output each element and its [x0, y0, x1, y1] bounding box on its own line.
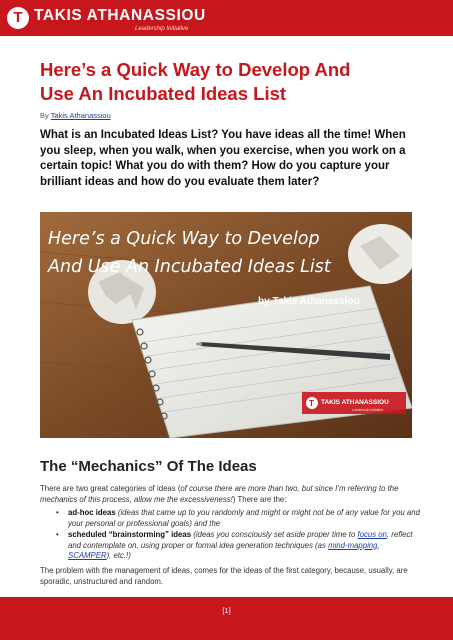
para1-italic: of course there are more than two, but since I’m referring to the mechanics of this process, allow me the excessiveness!	[40, 484, 399, 504]
brand-logo-icon: T	[7, 7, 29, 29]
byline-prefix: By	[40, 111, 49, 120]
section-heading: The “Mechanics” Of The Ideas	[40, 458, 257, 475]
section-paragraph-1	[40, 484, 420, 505]
hero-illustration	[40, 212, 412, 438]
hero-byline: by Takis Athanassiou	[258, 296, 360, 307]
page-number: [1]	[222, 606, 231, 615]
para1-start: There are two great categories of ideas (	[40, 484, 181, 493]
title-line-2: Use An Incubated Ideas List	[40, 83, 287, 104]
hero-logo	[302, 392, 406, 414]
bullet1-bold: ad-hoc ideas	[68, 508, 116, 517]
header-bar	[0, 0, 453, 36]
hero-logo-letter: T	[309, 399, 314, 408]
list-item	[40, 530, 420, 562]
section-paragraph-2: The problem with the management of ideas, comes for the ideas of the first category, because, usually, are sporadic, unstructured and random.	[40, 566, 408, 586]
bullet2-text-a: (ideas you consciously set aside proper time to	[193, 530, 356, 539]
brand-tagline: Leadership Initiative	[135, 26, 189, 32]
bullet-icon: •	[56, 508, 59, 517]
bullet-icon: •	[56, 530, 59, 539]
mind-mapping-link[interactable]: mind-mapping	[328, 540, 378, 550]
bullet2-text-b: , reflect and contemplate on, using proper or formal idea generation techniques (as	[68, 530, 413, 550]
hero-title-line-1: Here’s a Quick Way to Develop	[48, 229, 320, 249]
bullet2-text-c: ,	[377, 540, 380, 550]
bullet2-bold: scheduled “brainstorming” ideas	[68, 530, 192, 539]
focus-on-link[interactable]: focus on	[357, 530, 387, 539]
article-title	[40, 58, 420, 106]
hero-title-line-2: And Use An Incubated Ideas List	[48, 257, 331, 277]
bullet1-text: (ideas that came up to you randomly and might or might not be of any value for you and your personal or professional goals) and the	[68, 508, 420, 528]
para1-end: ) There are the:	[232, 494, 287, 504]
hero-image	[40, 212, 412, 438]
intro-paragraph: What is an Incubated Ideas List? You have ideas all the time! When you sleep, when you walk, when you exercise, when you work on a certain topic! What you do with them? How do you capture your brilliant ideas and how do you evaluate them later?	[40, 129, 406, 188]
hero-logo-tagline: Leadership Initiative	[352, 408, 384, 412]
scamper-link[interactable]: SCAMPER	[68, 551, 107, 560]
author-link[interactable]: Takis Athanassiou	[50, 111, 111, 120]
ideas-list	[40, 508, 420, 563]
title-line-1: Here’s a Quick Way to Develop And	[40, 59, 351, 80]
list-item	[40, 508, 420, 529]
brand-name: TAKIS ATHANASSIOU	[34, 7, 206, 24]
hero-logo-name: TAKIS ATHANASSIOU	[321, 399, 389, 406]
bullet2-text-d: ), etc.!)	[106, 551, 131, 560]
byline	[40, 111, 111, 120]
footer-bar	[0, 597, 453, 640]
